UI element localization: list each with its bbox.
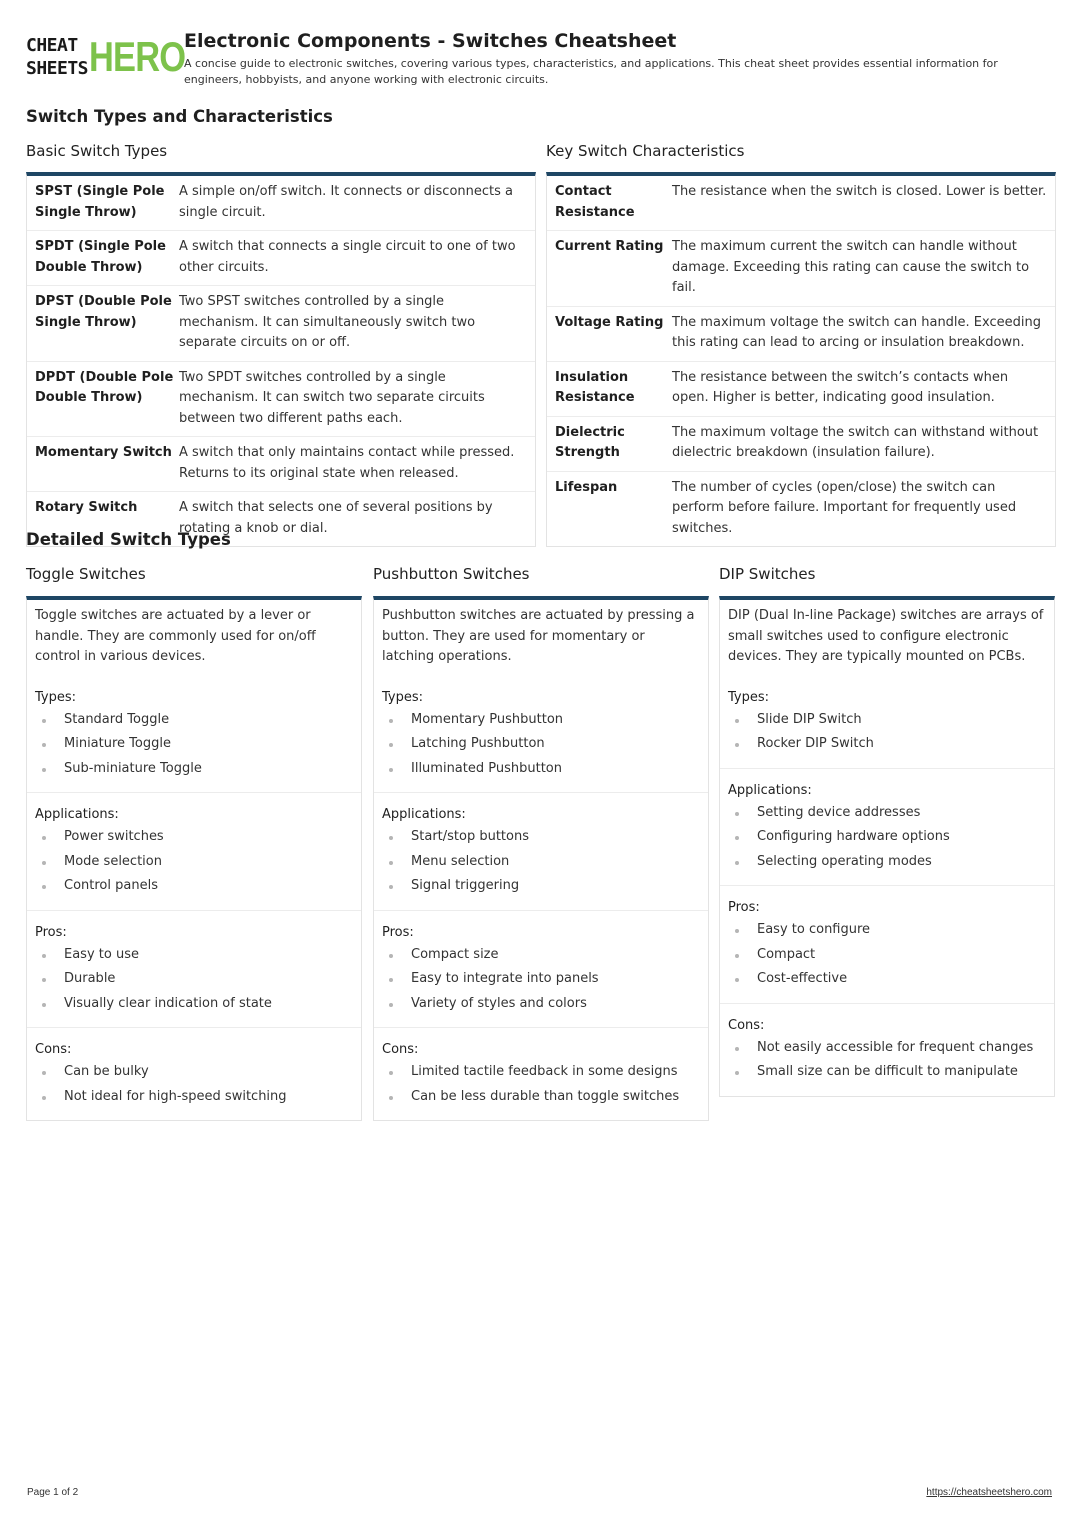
list-item-text: Start/stop buttons — [411, 829, 529, 844]
list-item-text: Latching Pushbutton — [411, 736, 545, 751]
card-group — [720, 676, 1054, 769]
toggle-switches-card — [26, 596, 362, 1121]
list-item — [35, 1085, 353, 1110]
row-definition: A switch that only maintains contact while pressed. Returns to its original state when released. — [179, 445, 515, 481]
group-label: Types: — [35, 689, 77, 705]
table-row — [547, 307, 1055, 362]
list-item-text: Variety of styles and colors — [411, 995, 587, 1011]
table-row — [27, 231, 535, 286]
bullet-list — [382, 943, 700, 1017]
table-row — [547, 417, 1055, 472]
bullet-icon — [735, 954, 739, 958]
group-label: Cons: — [728, 1017, 765, 1033]
card-group — [27, 676, 361, 794]
list-item — [382, 1085, 700, 1110]
page-number: Page 1 of 2 — [27, 1487, 79, 1498]
table-row — [27, 362, 535, 438]
list-item-text: Not ideal for high-speed switching — [64, 1088, 287, 1104]
card-title-dip-switches: DIP Switches — [719, 565, 816, 583]
bullet-icon — [735, 1047, 739, 1051]
list-item — [382, 732, 700, 757]
list-item-text: Setting device addresses — [757, 804, 921, 820]
bullet-icon — [42, 954, 46, 958]
row-term: Contact Resistance — [555, 184, 635, 220]
list-item — [35, 967, 353, 992]
table-row — [547, 176, 1055, 231]
bullet-list — [35, 708, 353, 782]
list-item — [728, 850, 1046, 875]
row-term: Voltage Rating — [555, 314, 664, 330]
row-term: Rotary Switch — [35, 500, 138, 515]
page-header — [26, 30, 1056, 90]
list-item — [728, 732, 1046, 757]
bullet-icon — [42, 719, 46, 723]
bullet-icon — [735, 812, 739, 816]
list-item-text: Illuminated Pushbutton — [411, 760, 562, 776]
bullet-list — [382, 1060, 700, 1109]
card-group — [374, 676, 708, 794]
list-item — [35, 708, 353, 733]
list-item-text: Power switches — [64, 829, 164, 844]
list-item — [382, 850, 700, 875]
bullet-icon — [389, 719, 393, 723]
card-description: Pushbutton switches are actuated by pressing a button. They are used for momentary or latching operations. — [382, 608, 695, 664]
bullet-list — [35, 943, 353, 1017]
list-item — [728, 825, 1046, 850]
row-definition: The maximum voltage the switch can withstand without dielectric breakdown (insulation failure). — [672, 424, 1039, 460]
row-term: Dielectric Strength — [555, 424, 625, 460]
bullet-icon — [42, 861, 46, 865]
card-title-key-characteristics: Key Switch Characteristics — [546, 142, 745, 160]
list-item-text: Compact — [757, 946, 816, 962]
bullet-icon — [735, 861, 739, 865]
list-item-text: Compact size — [411, 946, 499, 962]
dip-switches-card — [719, 596, 1055, 1097]
list-item — [35, 757, 353, 782]
list-item — [35, 874, 353, 899]
list-item — [35, 943, 353, 968]
list-item-text: Easy to configure — [757, 922, 871, 937]
card-group — [374, 1028, 708, 1120]
list-item — [728, 943, 1046, 968]
list-item-text: Menu selection — [411, 853, 510, 869]
bullet-list — [728, 801, 1046, 875]
list-item — [382, 757, 700, 782]
list-item — [382, 943, 700, 968]
list-item-text: Small size can be difficult to manipulate — [757, 1064, 1018, 1079]
list-item — [35, 1060, 353, 1085]
list-item-text: Selecting operating modes — [757, 853, 932, 869]
row-term: SPST (Single Pole Single Throw) — [35, 184, 165, 220]
bullet-icon — [389, 954, 393, 958]
list-item-text: Momentary Pushbutton — [411, 711, 564, 727]
card-title-toggle-switches: Toggle Switches — [26, 565, 146, 583]
group-label: Applications: — [382, 807, 466, 822]
cheatsheetshero-logo[interactable] — [26, 33, 186, 80]
row-definition: Two SPST switches controlled by a single mechanism. It can simultaneously switch two separate circuits on or off. — [179, 294, 476, 350]
row-definition: The resistance when the switch is closed. Lower is better. — [672, 184, 1047, 199]
bullet-icon — [42, 1096, 46, 1100]
group-label: Pros: — [728, 900, 760, 915]
bullet-list — [728, 1036, 1046, 1085]
group-label: Applications: — [728, 782, 812, 798]
list-item-text: Standard Toggle — [64, 711, 170, 727]
row-definition: The maximum voltage the switch can handle. Exceeding this rating can lead to arcing or insulation breakdown. — [672, 314, 1041, 350]
list-item-text: Rocker DIP Switch — [757, 736, 874, 751]
group-label: Pros: — [35, 924, 67, 940]
list-item — [728, 801, 1046, 826]
card-description: Toggle switches are actuated by a lever or handle. They are commonly used for on/off control in various devices. — [35, 608, 316, 664]
bullet-icon — [735, 743, 739, 747]
group-label: Cons: — [35, 1042, 72, 1057]
bullet-icon — [389, 978, 393, 982]
row-term: Lifespan — [555, 479, 618, 495]
row-definition: A simple on/off switch. It connects or disconnects a single circuit. — [179, 184, 514, 220]
table-row — [27, 437, 535, 492]
list-item-text: Durable — [64, 971, 116, 986]
bullet-icon — [42, 978, 46, 982]
logo-line2: SHEETS — [26, 58, 89, 79]
card-group — [374, 793, 708, 911]
row-definition: A switch that selects one of several positions by rotating a knob or dial. — [179, 500, 493, 536]
bullet-list — [35, 825, 353, 899]
list-item-text: Not easily accessible for frequent changes — [757, 1039, 1034, 1055]
list-item — [382, 1060, 700, 1085]
card-title-pushbutton-switches: Pushbutton Switches — [373, 565, 530, 583]
list-item-text: Limited tactile feedback in some designs — [411, 1064, 678, 1079]
list-item — [35, 825, 353, 850]
bullet-icon — [389, 1096, 393, 1100]
card-group — [27, 911, 361, 1029]
bullet-icon — [389, 1071, 393, 1075]
page-title: Electronic Components - Switches Cheatsheet — [184, 30, 677, 52]
bullet-icon — [42, 1003, 46, 1007]
bullet-icon — [389, 861, 393, 865]
list-item — [382, 708, 700, 733]
group-label: Pros: — [382, 924, 414, 940]
bullet-list — [728, 708, 1046, 757]
bullet-icon — [735, 1071, 739, 1075]
list-item — [728, 1060, 1046, 1085]
list-item — [35, 992, 353, 1017]
list-item — [382, 825, 700, 850]
list-item — [728, 967, 1046, 992]
bullet-icon — [735, 978, 739, 982]
list-item-text: Can be bulky — [64, 1064, 149, 1079]
list-item-text: Easy to integrate into panels — [411, 971, 599, 986]
basic-switch-types-table — [26, 172, 536, 547]
bullet-icon — [42, 836, 46, 840]
card-group — [374, 911, 708, 1029]
row-definition: The resistance between the switch’s contacts when open. Higher is better, indicating good insulation. — [672, 369, 1009, 405]
row-term: SPDT (Single Pole Double Throw) — [35, 239, 166, 275]
logo-line1: CHEAT — [26, 35, 78, 56]
list-item-text: Slide DIP Switch — [757, 711, 862, 727]
row-definition: A switch that connects a single circuit to one of two other circuits. — [179, 239, 516, 275]
bullet-icon — [389, 743, 393, 747]
list-item-text: Sub-miniature Toggle — [64, 760, 202, 776]
list-item — [728, 1036, 1046, 1061]
card-description: DIP (Dual In-line Package) switches are arrays of small switches used to configure electronic devices. They are typically mounted on PCBs. — [728, 608, 1044, 664]
list-item — [35, 850, 353, 875]
card-group — [720, 1004, 1054, 1096]
site-link[interactable]: https://cheatsheetshero.com — [926, 1487, 1052, 1498]
bullet-icon — [42, 885, 46, 889]
section-title-detailed-switch-types: Detailed Switch Types — [26, 530, 231, 549]
row-term: Current Rating — [555, 239, 664, 254]
list-item-text: Can be less durable than toggle switches — [411, 1088, 680, 1104]
card-group — [27, 1028, 361, 1120]
bullet-icon — [389, 885, 393, 889]
list-item-text: Cost-effective — [757, 971, 848, 986]
list-item-text: Control panels — [64, 878, 158, 893]
bullet-icon — [389, 836, 393, 840]
bullet-icon — [735, 719, 739, 723]
list-item-text: Easy to use — [64, 946, 139, 962]
pushbutton-switches-card — [373, 596, 709, 1121]
key-characteristics-table — [546, 172, 1056, 547]
group-label: Types: — [728, 689, 770, 705]
row-term: Momentary Switch — [35, 445, 172, 460]
row-term: Insulation Resistance — [555, 369, 635, 405]
bullet-list — [35, 1060, 353, 1109]
group-label: Applications: — [35, 807, 119, 822]
table-row — [27, 176, 535, 231]
card-group — [720, 769, 1054, 887]
page-description: A concise guide to electronic switches, covering various types, characteristics, and applications. This cheat sheet provides essential information for engineers, hobbyists, and anyone working with electronic circuits. — [184, 57, 998, 86]
bullet-icon — [389, 1003, 393, 1007]
bullet-list — [382, 708, 700, 782]
list-item — [728, 918, 1046, 943]
section-title-switch-types: Switch Types and Characteristics — [26, 107, 333, 126]
list-item — [35, 732, 353, 757]
table-row — [547, 472, 1055, 547]
logo-hero: HERO — [89, 33, 186, 80]
bullet-icon — [42, 743, 46, 747]
table-row — [27, 286, 535, 362]
bullet-icon — [735, 929, 739, 933]
bullet-icon — [735, 836, 739, 840]
list-item-text: Miniature Toggle — [64, 736, 171, 751]
bullet-list — [728, 918, 1046, 992]
row-term: DPST (Double Pole Single Throw) — [35, 294, 172, 330]
list-item — [382, 874, 700, 899]
card-group — [27, 793, 361, 911]
group-label: Cons: — [382, 1042, 419, 1057]
table-row — [547, 231, 1055, 307]
bullet-list — [382, 825, 700, 899]
list-item — [382, 992, 700, 1017]
bullet-icon — [389, 768, 393, 772]
bullet-icon — [42, 1071, 46, 1075]
row-definition: The maximum current the switch can handle without damage. Exceeding this rating can cause the switch to fail. — [672, 239, 1030, 295]
card-title-basic-switch-types: Basic Switch Types — [26, 142, 168, 160]
row-definition: Two SPDT switches controlled by a single mechanism. It can switch two separate circuits between two different paths each. — [179, 369, 485, 426]
list-item — [728, 708, 1046, 733]
list-item-text: Signal triggering — [411, 878, 520, 893]
list-item-text: Mode selection — [64, 853, 162, 869]
row-definition: The number of cycles (open/close) the switch can perform before failure. Important for frequently used switches. — [672, 479, 1017, 536]
table-row — [547, 362, 1055, 417]
list-item-text: Configuring hardware options — [757, 829, 950, 844]
group-label: Types: — [382, 689, 424, 705]
list-item-text: Visually clear indication of state — [64, 995, 272, 1011]
list-item — [382, 967, 700, 992]
row-term: DPDT (Double Pole Double Throw) — [35, 369, 174, 405]
bullet-icon — [42, 768, 46, 772]
card-group — [720, 886, 1054, 1004]
